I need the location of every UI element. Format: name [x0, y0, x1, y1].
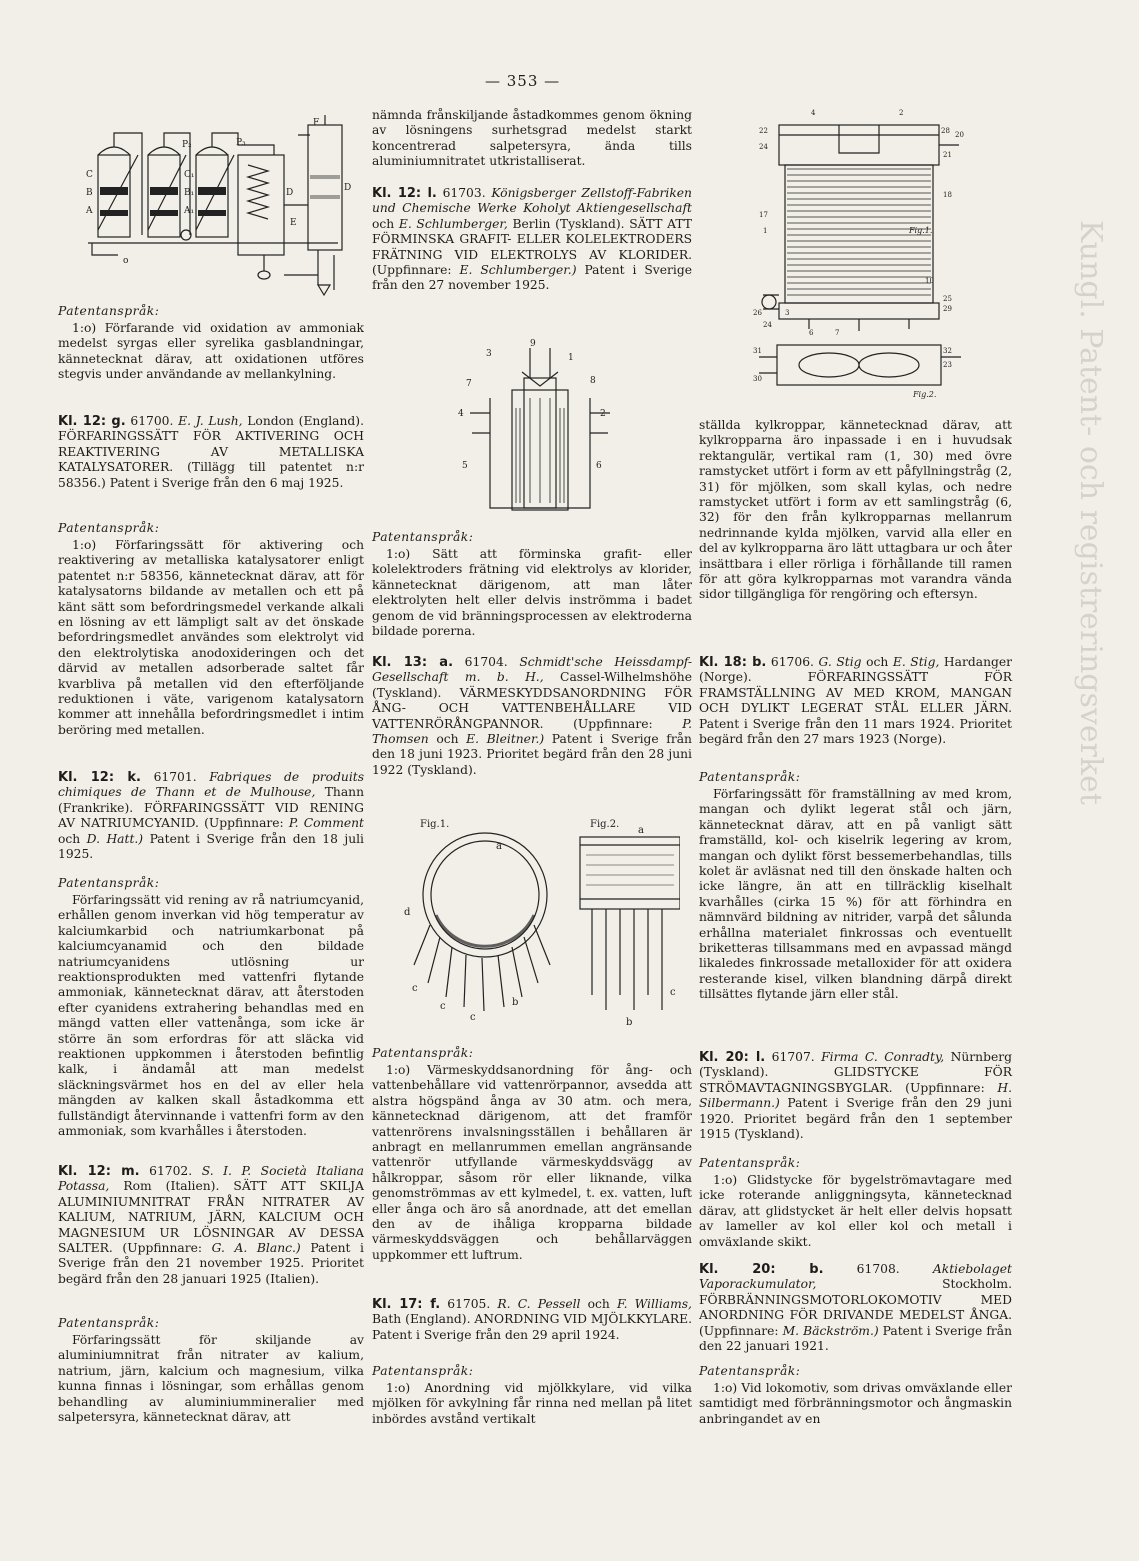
claim-text: Förfaringssätt vid rening av rå natriumcyanid, erhållen genom inverkan vid hög temperatur av kalciumkarbid och natriumkarbonat på kalciumcyanamid och den bildade natriumcyanidens utlösning ur reaktionsprodukten med vattenfri flytande ammoniak, kännetecknat därav, att återstoden efter cyanidens extrahering behandlas med en mängd vatten eller vattenånga, som icke är större än som erfordras för att släcka vid reaktionen uppkommen i återstoden befintlig kalk, i ändamål att man medelst släckningsvärmet hos en del av eller hela mängden av kalken skall åstadkomma ett fullständigt återvinnande i vattenfri form av den ammoniak, som kvarhålles i återstoden. — [58, 893, 364, 1139]
patent-class: Kl. 12: k. — [58, 770, 141, 785]
fig-label: 1 — [763, 227, 768, 235]
fig-label: b — [626, 1017, 633, 1028]
entry-details: Patent i Sverige från den 21 november 1925. Prioritet begärd från den 28 januari 1925 (Italien). — [58, 1241, 364, 1286]
claim-label: Patentanspråk: — [372, 530, 474, 544]
inventor: M. Bäckström.) — [782, 1323, 879, 1338]
fig-label: 28 — [941, 127, 950, 135]
fig-label: 1 — [568, 353, 574, 363]
fig-label: c — [440, 1001, 446, 1012]
fig-label: a — [638, 825, 644, 836]
entry-details: Rom (Italien). SÄTT ATT SKILJA ALUMINIUMNITRAT FRÅN NITRATER AV KALIUM, NATRIUM, JÄRN, KALCIUM OCH MAGNESIUM UR LÖSNINGAR AV DESSA SALTER. (Uppfinnare: — [58, 1179, 364, 1256]
fig-label: c — [470, 1012, 476, 1023]
patent-class: Kl. 13: a. — [372, 655, 454, 670]
patent-number: 61700. — [125, 414, 179, 428]
applicant: E. Stig, — [892, 655, 940, 669]
inventor: P. Thomsen — [372, 716, 692, 747]
fig-label: 29 — [943, 305, 952, 313]
entry-details: Berlin (Tyskland). SÄTT ATT FÖRMINSKA GRAFIT- ELLER KOLELEKTRODERS FRÄTNING VID ELEKTROLYS AV KLORIDER. (Uppfinnare: — [372, 216, 692, 278]
claim-text: 1:o) Sätt att förminska grafit- eller kolelektroders frätning vid elektrolys av klorider, kännetecknat därigenom, att man låter elektrolyten helt eller delvis inströmma i badet genom de vid bränningsprocessen av elektroderna bildade porerna. — [372, 547, 692, 639]
applicant: Aktiebolaget Vaporackumulator, — [699, 1262, 1012, 1292]
bleed-through-label: Kungl. Patent- och registreringsverket — [1073, 220, 1108, 805]
applicant: F. Williams, — [616, 1297, 692, 1311]
claim-label: Patentanspråk: — [699, 770, 801, 784]
fig-label: 20 — [955, 131, 964, 139]
fig-label: 2 — [899, 109, 904, 117]
inventor: G. A. Blanc.) — [211, 1241, 301, 1256]
patent-class: Kl. 18: b. — [699, 655, 767, 670]
claim-text: 1:o) Vid lokomotiv, som drivas omväxlande eller samtidigt med förbränningsmotor och ångmaskin anbringandet av en — [699, 1381, 1012, 1426]
claim-label: Patentanspråk: — [58, 1316, 160, 1330]
claim-text: Förfaringssätt för skiljande av aluminiumnitrat från nitrater av kalium, natrium, järn, kalcium och magnesium, vilka kunna finnas i lösningar, som erhållas genom behandling av aluminiummineralier med salpetersyra, kännetecknat därav, att — [58, 1333, 364, 1425]
entry-details: Patent i Sverige från den 22 januari 1921. — [699, 1323, 1013, 1354]
fig-label: P₃ — [236, 138, 246, 148]
entry-details: Patent i Sverige från den 18 juni 1923. Prioritet begärd från den 28 juni 1922 (Tyskland). — [372, 732, 692, 777]
fig-label: 2 — [600, 409, 606, 419]
claim-text: 1:o) Glidstycke för bygelströmavtagare med icke roterande anliggningsyta, kännetecknad därav, att glidstycket är helt eller delvis hopsatt av lameller av kol eller kol och metall i omväxlande skikt. — [699, 1173, 1012, 1249]
figure-title: Fig.2. — [913, 390, 937, 399]
entry-details: Nürnberg (Tyskland). GLIDSTYCKE FÖR STRÖMAVTAGNINGSBYGLAR. (Uppfinnare: — [699, 1050, 1012, 1095]
figure-title: Fig.1. — [420, 819, 450, 830]
patent-number: 61706. — [766, 655, 819, 669]
entry-details: och — [428, 732, 467, 747]
fig-label: a — [496, 841, 502, 852]
entry-details: Cassel-Wilhelmshöhe (Tyskland). VÄRMESKYDDSANORDNING FÖR ÅNG- OCH VATTENBEHÅLLARE VID VATTENRÖRÅNGPANNOR. (Uppfinnare: — [372, 670, 692, 731]
claim-label: Patentanspråk: — [699, 1364, 801, 1378]
entry-details: Patent i Sverige från den 18 juli 1925. — [58, 831, 364, 862]
fig-label: P₂ — [182, 140, 192, 150]
fig-label: 6 — [596, 461, 602, 471]
entry-details: Bath (England). ANORDNING VID MJÖLKKYLARE. Patent i Sverige från den 29 april 1924. — [372, 1312, 692, 1342]
fig-label: 24 — [763, 321, 772, 329]
entry-details: Stockholm. FÖRBRÄNNINGSMOTORLOKOMOTIV MED ANORDNING FÖR DRIVANDE MEDELST ÅNGA. (Uppfinnare: — [699, 1277, 1012, 1338]
applicant: S. I. P. Società Italiana Potassa, — [58, 1164, 365, 1194]
figure-electrolysis-cell — [450, 338, 620, 518]
applicant: Königsberger Zellstoff-Fabriken und Chemische Werke Koholyt Aktiengesellschaft — [372, 186, 692, 216]
fig-label: 4 — [458, 409, 464, 419]
patent-entry-61708 — [699, 1262, 1012, 1354]
claim-label: Patentanspråk: — [699, 1156, 801, 1170]
claim-text: 1:o) Värmeskyddsanordning för ång- och vattenbehållare vid vattenrörpannor, avsedda att alstra högspänd ånga av 30 atm. och mera, kännetecknad därigenom, att det framför vattenrörens invalsningsställen i behållaren är anbragt en mellanrummen emellan angränsande vattenrör utfyllande värmeskyddsvägg av hålkroppar, såsom rör eller liknande, vilka genomströmmas av ett kylmedel, t. ex. vatten, luft eller ånga och äro så anordnade, att det emellan den av de ihåliga kropparna bildade värmeskyddsväggen och behållarväggen uppkommer ett luftrum. — [372, 1063, 692, 1262]
fig-label: 30 — [753, 375, 762, 383]
fig-label: 24 — [759, 143, 768, 151]
fig-label: 32 — [943, 347, 952, 355]
claim-label: Patentanspråk: — [58, 876, 160, 890]
patent-number: 61701. — [140, 770, 210, 784]
fig-label: c — [670, 987, 676, 998]
fig-label: 23 — [943, 361, 952, 369]
patent-class: Kl. 12: m. — [58, 1164, 140, 1179]
inventor: P. Comment — [288, 816, 365, 831]
patent-entry-61702 — [58, 1164, 364, 1287]
patent-entry-61705 — [372, 1297, 692, 1343]
entry-details: Patent i Sverige från den 27 november 1925. — [372, 263, 692, 293]
fig-label: 5 — [462, 461, 468, 471]
fig-label: C₁ — [184, 170, 195, 180]
patent-number: 61705. — [440, 1297, 498, 1311]
patent-entry-61704 — [372, 655, 692, 778]
fig-label: E — [290, 218, 297, 228]
claim-text: Förfaringssätt för framställning av med krom, mangan och dylikt legerat stål och järn, kännetecknat därav, att en på vanligt sätt framställd, kol- och kiselrik legering av krom, mangan och dylikt först bessemerbehandlas, tills kolet är avläsnat ned till den önskade halten och icke längre, än att en tillräcklig kiselhalt kvarhålles (cirka 15 %) för att förhindra en nämnvärd bildning av nitrider, varpå det sålunda erhållna materialet finkrossas och eventuellt briketteras tillsammans med en avpassad mängd likaledes finkrossade metalloxider för att oxidera resterande kisel, vilken blandning därpå direkt tillsättes flytande järn eller stål. — [699, 787, 1012, 1002]
fig-label: 4 — [811, 109, 816, 117]
fig-label: 9 — [530, 339, 536, 349]
fig-label: o — [123, 256, 129, 266]
figure-milk-cooler — [749, 105, 969, 400]
patent-entry-61706 — [699, 655, 1012, 747]
claim-text: 1:o) Förfaringssätt för aktivering och reaktivering av metalliska katalysatorer enligt patentet n:r 58356, kännetecknat därav, att för katalysatorns bildande av metallen och ett på känt sätt som befordringsmedel verkande alkali en lösning av ett lämpligt salt av det önskade befordringsmedlet användes som elektrolyt vid den elektrolytiska anodoxideringen och det därvid av metallen adsorberade saltet får kvarbliva på metallen vid den efterföljande reduktionen i väte, varigenom katalysatorn kommer att innehålla befordringsmedlet i intim beröring med metallen. — [58, 538, 364, 737]
patent-class: Kl. 20: l. — [699, 1050, 766, 1065]
claim-text: 1:o) Anordning vid mjölkkylare, vid vilka mjölken för avkylning får rinna ned mellan på litet inbördes avstånd vertikalt — [372, 1381, 692, 1426]
fig-label: 6 — [809, 329, 814, 337]
entry-details: London (England). FÖRFARINGSSÄTT FÖR AKTIVERING OCH REAKTIVERING AV METALLISKA KATALYSATORER. (Tillägg till patentet n:r 58356.) Patent i Sverige från den 6 maj 1925. — [58, 414, 364, 490]
continuation-text: nämnda frånskiljande åstadkommes genom ökning av lösningens surhetsgrad medelst starkt koncentrerad salpetersyra, ända tills aluminiumnitratet utkristalliserat. — [372, 108, 692, 169]
patent-number: 61707. — [765, 1050, 822, 1064]
fig-label: 10 — [925, 277, 934, 285]
entry-details: Patent i Sverige från den 29 juni 1920. Prioritet begärd från den 1 september 1915 (Tyskland). — [699, 1096, 1012, 1142]
entry-details: och — [372, 216, 399, 231]
applicant: Firma C. Conradty, — [821, 1050, 945, 1064]
patent-number: 61704. — [453, 655, 520, 669]
applicant: E. J. Lush, — [178, 414, 243, 428]
entry-details: Hardanger (Norge). FÖRFARINGSSÄTT FÖR FRAMSTÄLLNING AV MED KROM, MANGAN OCH DYLIKT LEGERAT STÅL ELLER JÄRN. Patent i Sverige från den 11 mars 1924. Prioritet begärd från den 27 mars 1923 (Norge). — [699, 655, 1013, 747]
fig-label: c — [412, 983, 418, 994]
fig-label: 3 — [486, 349, 492, 359]
applicant: Fabriques de produits chimiques de Thann et de Mulhouse, — [58, 770, 364, 800]
patent-class: Kl. 12: g. — [58, 414, 126, 429]
inventor: E. Schlumberger.) — [459, 263, 577, 278]
patent-entry-61703 — [372, 186, 692, 294]
inventor: D. Hatt.) — [86, 831, 144, 846]
fig-label: A₁ — [184, 206, 195, 216]
figure-title: Fig.1. — [909, 226, 933, 235]
entry-details: och — [861, 655, 893, 669]
fig-label: 25 — [943, 295, 952, 303]
figure-heat-shield — [400, 815, 680, 1030]
inventor: E. Bleitner.) — [466, 732, 545, 747]
fig-label: B — [86, 188, 93, 198]
patent-entry-61700 — [58, 414, 364, 491]
bleed-through-text — [1048, 220, 1118, 1470]
fig-label: D — [286, 188, 294, 198]
patent-entry-61701 — [58, 770, 364, 862]
fig-label: C — [86, 170, 93, 180]
fig-label: 17 — [759, 211, 768, 219]
patent-number: 61708. — [823, 1262, 933, 1276]
fig-label: 8 — [590, 376, 596, 386]
figure-oxidation-apparatus — [78, 115, 358, 300]
patent-class: Kl. 12: l. — [372, 186, 437, 201]
fig-label: F — [313, 118, 320, 128]
fig-label: 3 — [785, 309, 790, 317]
fig-label: 18 — [943, 191, 952, 199]
fig-label: 26 — [753, 309, 762, 317]
patent-number: 61702. — [139, 1164, 202, 1178]
fig-label: A — [86, 206, 93, 216]
fig-label: b — [512, 997, 519, 1008]
figure-title: Fig.2. — [590, 819, 620, 830]
fig-label: 21 — [943, 151, 952, 159]
fig-label: 31 — [753, 347, 762, 355]
claim-label: Patentanspråk: — [58, 521, 160, 535]
entry-details: och — [58, 831, 87, 846]
fig-label: D — [344, 183, 352, 193]
patent-number: 61703. — [436, 186, 492, 200]
applicant: E. Schlumberger, — [398, 216, 508, 231]
fig-label: d — [404, 907, 411, 918]
continuation-text: ställda kylkroppar, kännetecknad därav, att kylkropparna äro inpassade i en i huvudsak rektangulär, vertikal ram (1, 30) med övre ramstycket utfört i form av ett påfyllningstråg (2, 31) för mjölken, som skall kylas, och nedre ramstycket utfört i form av ett samlingstråg (6, 32) för den från kylkropparnas mellanrum nedrinnande kylda mjölken, varvid alla eller en del av kylkropparna äro lätt uttagbara ur och åter insättbara i eller rörliga i förhållande till ramen för att göra kylkropparnas mot varandra vända sidor tillgängliga för rengöring och eftersyn. — [699, 418, 1012, 602]
page-number: — 353 — — [485, 72, 561, 90]
fig-label: B₁ — [184, 188, 195, 198]
fig-label: 7 — [466, 379, 472, 389]
fig-label: 22 — [759, 127, 768, 135]
patent-class: Kl. 17: f. — [372, 1297, 441, 1312]
claim-label: Patentanspråk: — [58, 304, 160, 318]
claim-label: Patentanspråk: — [372, 1364, 474, 1378]
entry-details: Thann (Frankrike). FÖRFARINGSSÄTT VID RENING AV NATRIUMCYANID. (Uppfinnare: — [58, 785, 365, 831]
claim-text: 1:o) Förfarande vid oxidation av ammoniak medelst syrgas eller syrelika gasblandningar, kännetecknat därav, att oxidationen utföres stegvis under användande av mellankylning. — [58, 321, 364, 382]
patent-entry-61707 — [699, 1050, 1012, 1142]
applicant: R. C. Pessell — [497, 1297, 581, 1311]
entry-details: och — [580, 1297, 617, 1311]
claim-label: Patentanspråk: — [372, 1046, 474, 1060]
patent-class: Kl. 20: b. — [699, 1262, 824, 1277]
applicant: G. Stig — [818, 655, 862, 669]
applicant: Schmidt'sche Heissdampf-Gesellschaft m. b. H., — [372, 655, 692, 685]
inventor: H. Silbermann.) — [699, 1080, 1012, 1111]
fig-label: 7 — [835, 329, 840, 337]
